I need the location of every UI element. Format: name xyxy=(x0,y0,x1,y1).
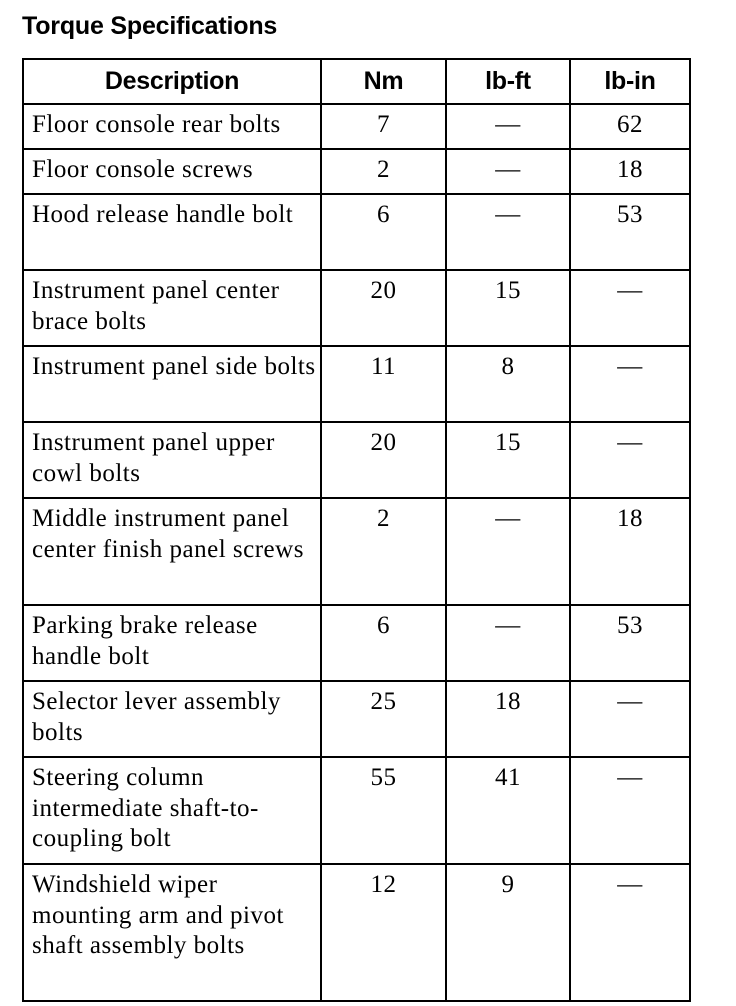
cell-description: Instrument panel center brace bolts xyxy=(23,270,321,346)
cell-description: Middle instrument panel center finish panel screws xyxy=(23,498,321,605)
page-title: Torque Specifications xyxy=(22,12,278,40)
table-row xyxy=(23,194,690,270)
table-row xyxy=(23,346,690,422)
cell-lbft: 15 xyxy=(446,422,570,498)
cell-lbin: 53 xyxy=(570,605,690,681)
column-header-lbft: lb-ft xyxy=(446,59,570,104)
cell-lbft: — xyxy=(446,149,570,194)
table-row xyxy=(23,498,690,605)
cell-description: Parking brake release handle bolt xyxy=(23,605,321,681)
cell-description: Selector lever assembly bolts xyxy=(23,681,321,757)
cell-lbft: 41 xyxy=(446,757,570,864)
cell-description: Floor console rear bolts xyxy=(23,104,321,149)
cell-lbft: — xyxy=(446,194,570,270)
cell-description: Instrument panel side bolts xyxy=(23,346,321,422)
cell-nm: 6 xyxy=(321,194,446,270)
table-row xyxy=(23,681,690,757)
cell-lbft: 8 xyxy=(446,346,570,422)
cell-lbin: — xyxy=(570,270,690,346)
cell-nm: 6 xyxy=(321,605,446,681)
table-row xyxy=(23,422,690,498)
cell-description: Floor console screws xyxy=(23,149,321,194)
table-row xyxy=(23,270,690,346)
cell-lbin: — xyxy=(570,346,690,422)
cell-nm: 2 xyxy=(321,498,446,605)
cell-lbin: — xyxy=(570,681,690,757)
cell-nm: 11 xyxy=(321,346,446,422)
column-header-lbin: lb-in xyxy=(570,59,690,104)
torque-specifications-table xyxy=(22,58,691,1002)
table-row xyxy=(23,149,690,194)
cell-lbft: 9 xyxy=(446,864,570,1001)
cell-lbin: — xyxy=(570,864,690,1001)
cell-lbin: — xyxy=(570,422,690,498)
table-row xyxy=(23,757,690,864)
cell-lbin: 18 xyxy=(570,149,690,194)
cell-lbft: — xyxy=(446,498,570,605)
cell-description: Hood release handle bolt xyxy=(23,194,321,270)
cell-nm: 20 xyxy=(321,422,446,498)
cell-nm: 25 xyxy=(321,681,446,757)
cell-lbft: — xyxy=(446,104,570,149)
cell-description: Instrument panel upper cowl bolts xyxy=(23,422,321,498)
cell-nm: 2 xyxy=(321,149,446,194)
cell-lbin: 18 xyxy=(570,498,690,605)
table-row xyxy=(23,605,690,681)
cell-nm: 20 xyxy=(321,270,446,346)
cell-nm: 7 xyxy=(321,104,446,149)
column-header-nm: Nm xyxy=(321,59,446,104)
cell-description: Windshield wiper mounting arm and pivot shaft assembly bolts xyxy=(23,864,321,1001)
cell-nm: 55 xyxy=(321,757,446,864)
cell-lbin: 62 xyxy=(570,104,690,149)
cell-lbin: — xyxy=(570,757,690,864)
cell-lbin: 53 xyxy=(570,194,690,270)
cell-description: Steering column intermediate shaft-to-coupling bolt xyxy=(23,757,321,864)
table-row xyxy=(23,864,690,1001)
cell-lbft: — xyxy=(446,605,570,681)
cell-lbft: 15 xyxy=(446,270,570,346)
column-header-description: Description xyxy=(23,59,321,104)
cell-lbft: 18 xyxy=(446,681,570,757)
cell-nm: 12 xyxy=(321,864,446,1001)
table-header-row xyxy=(23,59,690,104)
table-row xyxy=(23,104,690,149)
